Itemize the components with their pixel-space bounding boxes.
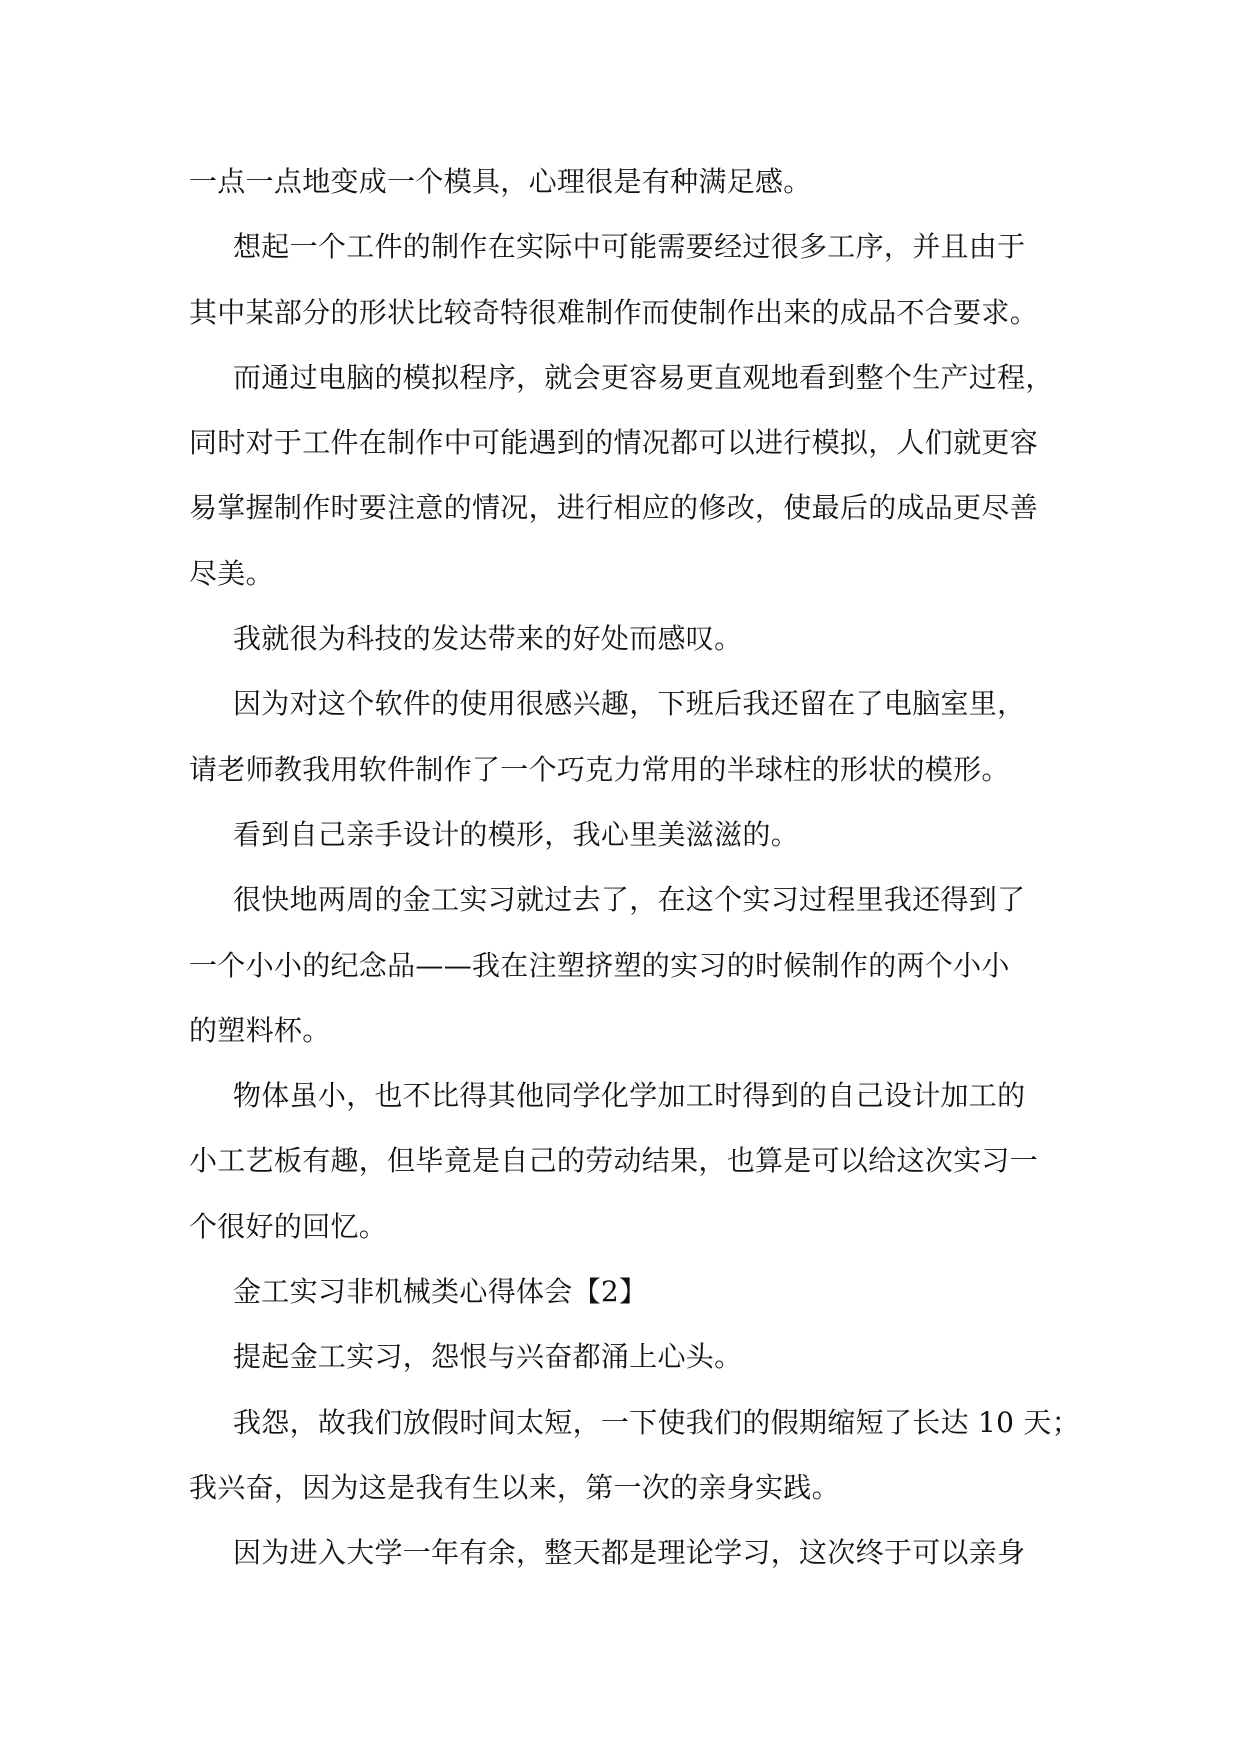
text-line: 我怨，故我们放假时间太短，一下使我们的假期缩短了长达 10 天； xyxy=(233,1405,1081,1439)
paragraph xyxy=(189,867,1089,1063)
text-line: 我就很为科技的发达带来的好处而感叹。 xyxy=(233,622,743,656)
text-line: 一点一点地变成一个模具，心理很是有种满足感。 xyxy=(189,165,812,198)
paragraph xyxy=(189,1390,1089,1521)
section-heading xyxy=(189,1259,1089,1324)
text-line: 尽美。 xyxy=(189,556,274,590)
paragraph xyxy=(189,671,1089,802)
text-line: 请老师教我用软件制作了一个巧克力常用的半球柱的形状的模形。 xyxy=(189,752,1010,786)
paragraph xyxy=(189,1324,1089,1389)
text-line: 一个小小的纪念品——我在注塑挤塑的实习的时候制作的两个小小 xyxy=(189,948,1010,982)
text-line: 想起一个工件的制作在实际中可能需要经过很多工序，并且由于 xyxy=(233,230,1026,264)
text-line: 的塑料杯。 xyxy=(189,1013,331,1047)
text-line: 因为进入大学一年有余，整天都是理论学习，这次终于可以亲身 xyxy=(233,1536,1026,1570)
paragraph xyxy=(189,214,1089,345)
text-line: 物体虽小，也不比得其他同学化学加工时得到的自己设计加工的 xyxy=(233,1079,1026,1113)
paragraph xyxy=(189,606,1089,671)
text-line: 其中某部分的形状比较奇特很难制作而使制作出来的成品不合要求。 xyxy=(189,295,1039,329)
paragraph xyxy=(189,149,1089,214)
text-line: 很快地两周的金工实习就过去了，在这个实习过程里我还得到了 xyxy=(233,883,1026,917)
paragraph xyxy=(189,1520,1089,1585)
text-line: 因为对这个软件的使用很感兴趣，下班后我还留在了电脑室里， xyxy=(233,687,1026,721)
paragraph xyxy=(189,345,1089,606)
text-line: 同时对于工件在制作中可能遇到的情况都可以进行模拟，人们就更容 xyxy=(189,426,1039,460)
heading-line: 金工实习非机械类心得体会【2】 xyxy=(233,1275,648,1309)
text-line: 小工艺板有趣，但毕竟是自己的劳动结果，也算是可以给这次实习一 xyxy=(189,1144,1039,1178)
document-body xyxy=(189,149,1089,1586)
text-line: 我兴奋，因为这是我有生以来，第一次的亲身实践。 xyxy=(189,1470,840,1504)
paragraph xyxy=(189,1063,1089,1259)
text-line: 提起金工实习，怨恨与兴奋都涌上心头。 xyxy=(233,1340,743,1374)
text-line: 个很好的回忆。 xyxy=(189,1209,388,1243)
text-line: 易掌握制作时要注意的情况，进行相应的修改，使最后的成品更尽善 xyxy=(189,491,1039,525)
paragraph xyxy=(189,802,1089,867)
text-line: 看到自己亲手设计的模形，我心里美滋滋的。 xyxy=(233,817,800,851)
text-line: 而通过电脑的模拟程序，就会更容易更直观地看到整个生产过程， xyxy=(233,360,1054,394)
